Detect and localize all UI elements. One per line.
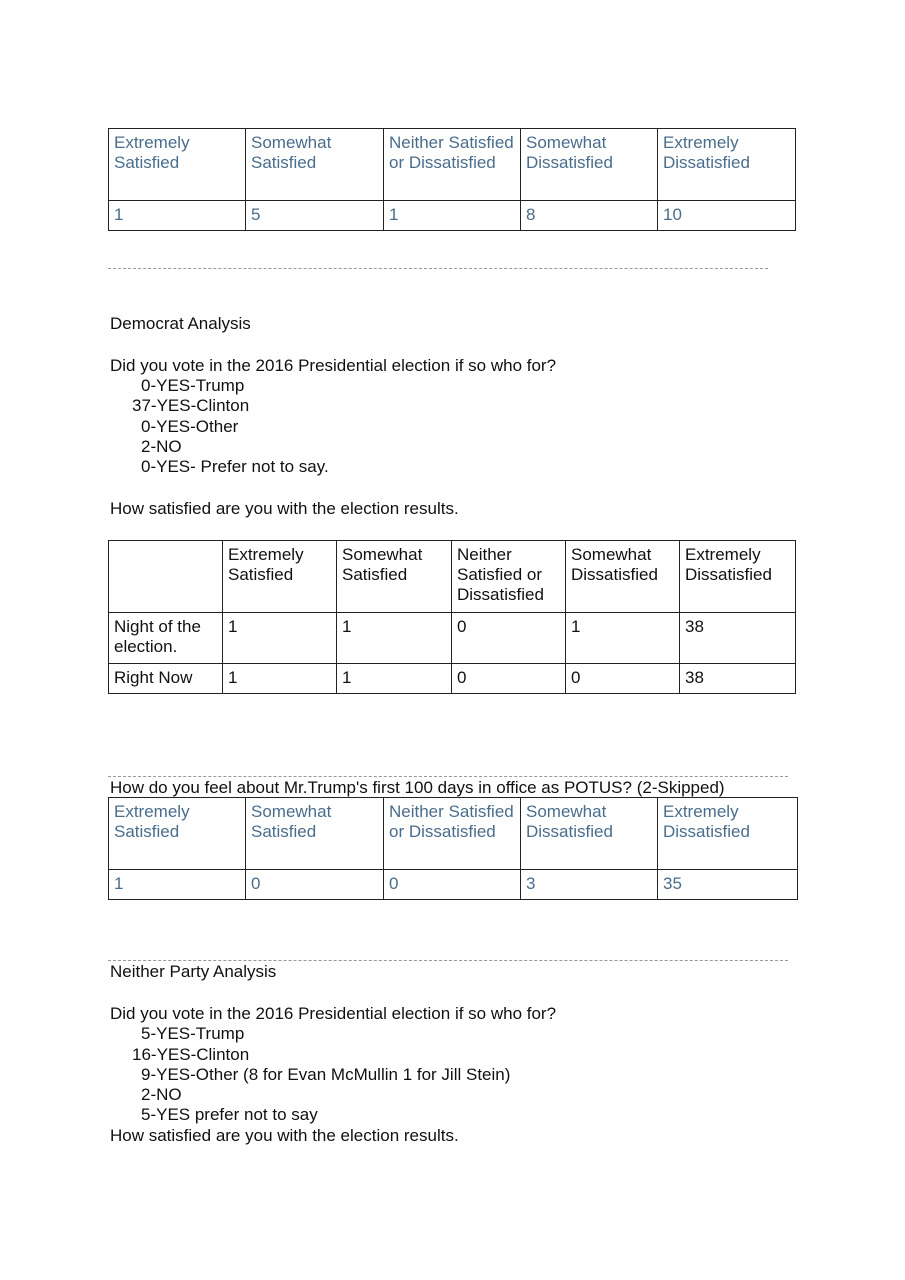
value-cell: 0 (452, 613, 566, 664)
header-cell: Neither Satisfied or Dissatisfied (452, 541, 566, 613)
value-cell: 0 (566, 664, 680, 694)
answer-item: 0-YES-Other (141, 417, 239, 436)
header-cell: Extremely Dissatisfied (658, 129, 796, 201)
table-header-row (109, 798, 798, 870)
table-row (109, 664, 796, 694)
table-row (109, 201, 796, 231)
answer-item: 0-YES-Trump (141, 376, 245, 395)
vote-question: Did you vote in the 2016 Presidential election if so who for? (110, 356, 557, 375)
answer-item: 0-YES- Prefer not to say. (141, 457, 329, 476)
value-cell: 1 (384, 201, 521, 231)
value-cell: 0 (246, 870, 384, 900)
table-header-row (109, 541, 796, 613)
header-cell: Extremely Satisfied (223, 541, 337, 613)
value-cell: 0 (452, 664, 566, 694)
value-cell: 1 (223, 664, 337, 694)
vote-question: Did you vote in the 2016 Presidential election if so who for? (110, 1004, 557, 1023)
value-cell: 10 (658, 201, 796, 231)
answer-item: 16-YES-Clinton (132, 1045, 250, 1064)
answer-item: 5-YES-Trump (141, 1024, 245, 1043)
value-cell: 1 (109, 201, 246, 231)
satisfaction-question: How satisfied are you with the election results. (110, 1126, 459, 1145)
header-cell (109, 541, 223, 613)
trump-100-days-table (108, 797, 798, 900)
value-cell: 3 (521, 870, 658, 900)
trump-question: How do you feel about Mr.Trump's first 100 days in office as POTUS? (2-Skipped) (110, 778, 725, 797)
row-label: Night of the election. (109, 613, 223, 664)
value-cell: 38 (680, 613, 796, 664)
democrat-satisfaction-table (108, 540, 796, 694)
answer-item: 2-NO (141, 437, 182, 456)
header-cell: Somewhat Dissatisfied (521, 129, 658, 201)
header-cell: Neither Satisfied or Dissatisfied (384, 798, 521, 870)
section-title-democrat: Democrat Analysis (110, 314, 251, 333)
header-cell: Extremely Satisfied (109, 129, 246, 201)
header-cell: Somewhat Satisfied (246, 129, 384, 201)
answer-item: 37-YES-Clinton (132, 396, 250, 415)
header-cell: Somewhat Dissatisfied (566, 541, 680, 613)
value-cell: 1 (109, 870, 246, 900)
table-header-row (109, 129, 796, 201)
value-cell: 1 (223, 613, 337, 664)
table-row (109, 870, 798, 900)
divider (108, 268, 768, 269)
answer-item: 5-YES prefer not to say (141, 1105, 318, 1124)
header-cell: Somewhat Dissatisfied (521, 798, 658, 870)
value-cell: 38 (680, 664, 796, 694)
value-cell: 5 (246, 201, 384, 231)
header-cell: Somewhat Satisfied (337, 541, 452, 613)
header-cell: Extremely Satisfied (109, 798, 246, 870)
row-label: Right Now (109, 664, 223, 694)
section-title-neither: Neither Party Analysis (110, 962, 277, 981)
answer-item: 2-NO (141, 1085, 182, 1104)
header-cell: Somewhat Satisfied (246, 798, 384, 870)
divider (108, 776, 788, 777)
header-cell: Extremely Dissatisfied (658, 798, 798, 870)
satisfaction-question: How satisfied are you with the election results. (110, 499, 459, 518)
value-cell: 0 (384, 870, 521, 900)
value-cell: 1 (566, 613, 680, 664)
value-cell: 35 (658, 870, 798, 900)
answer-item: 9-YES-Other (8 for Evan McMullin 1 for Jill Stein) (141, 1065, 511, 1084)
value-cell: 8 (521, 201, 658, 231)
header-cell: Extremely Dissatisfied (680, 541, 796, 613)
satisfaction-table-top (108, 128, 796, 231)
table-row (109, 613, 796, 664)
divider (108, 960, 788, 961)
value-cell: 1 (337, 664, 452, 694)
value-cell: 1 (337, 613, 452, 664)
header-cell: Neither Satisfied or Dissatisfied (384, 129, 521, 201)
